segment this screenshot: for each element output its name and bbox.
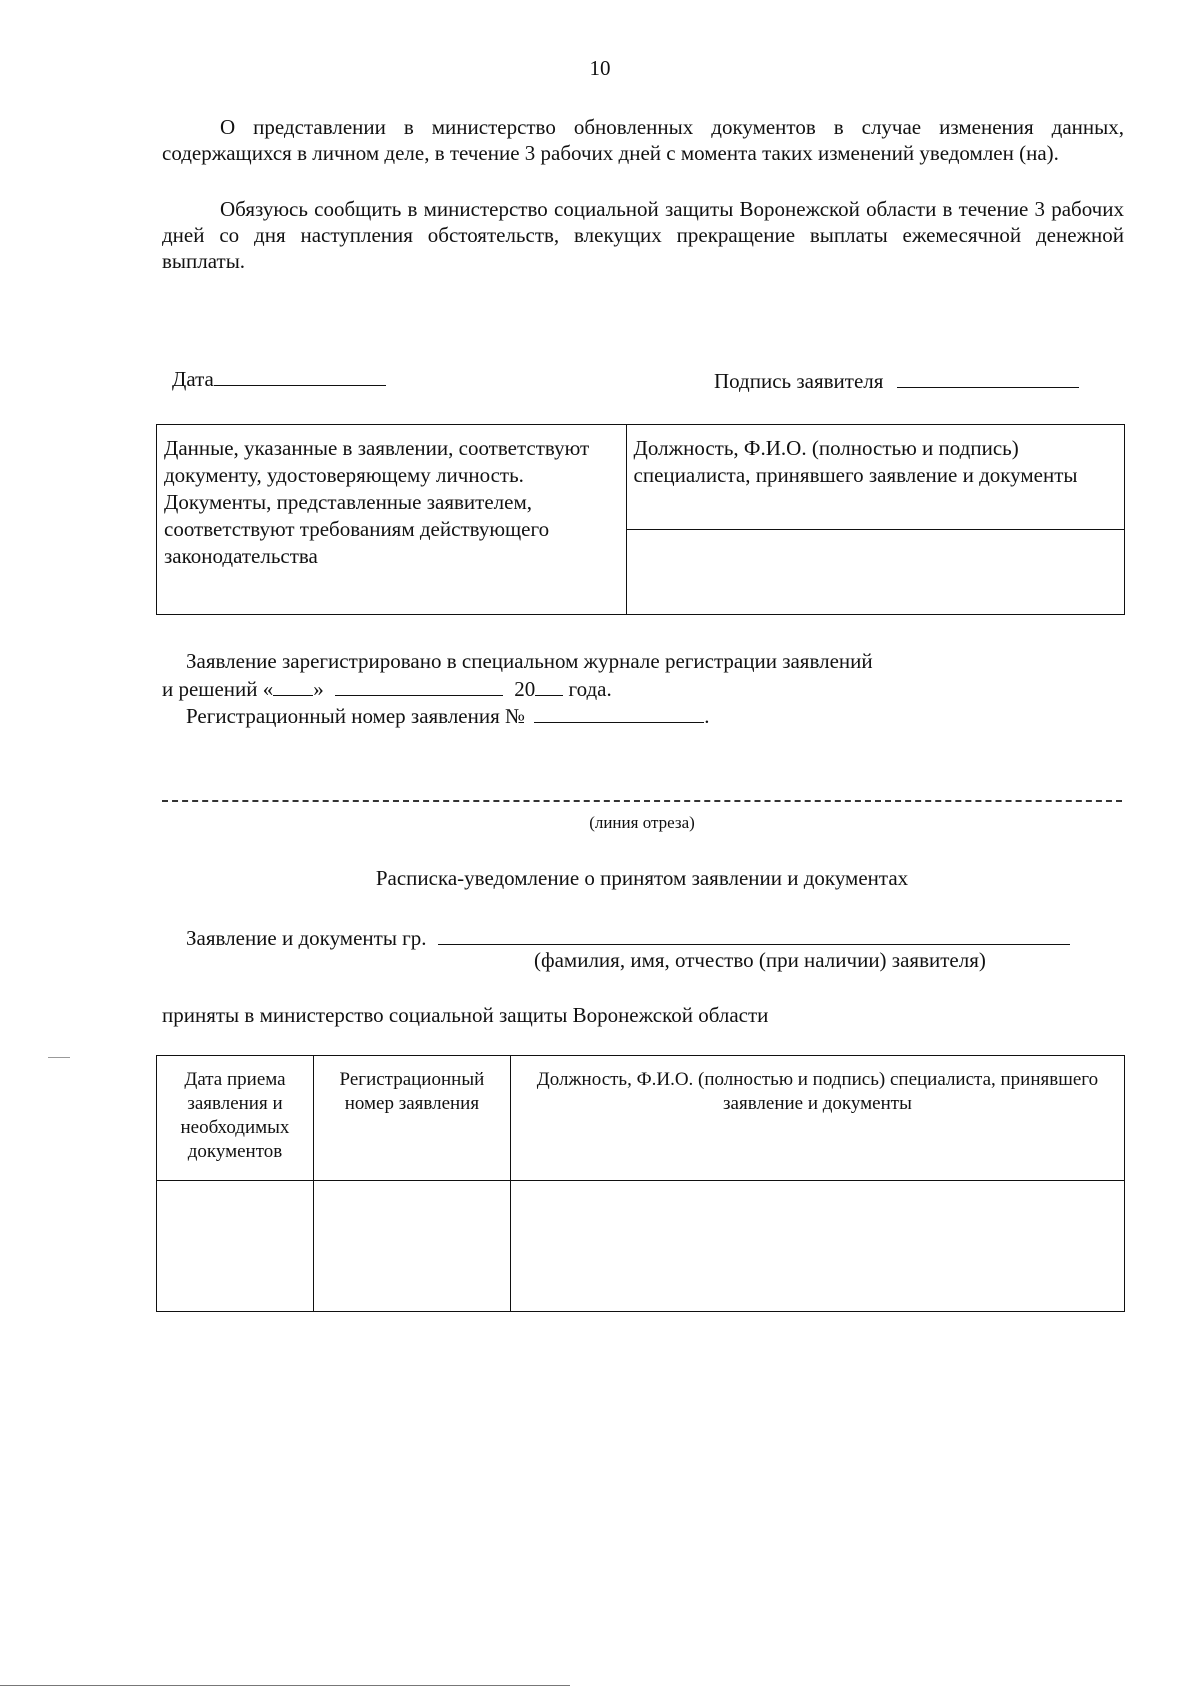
specialist-signature-cell[interactable] — [626, 530, 1124, 615]
margin-mark — [48, 1057, 70, 1058]
verification-table — [156, 424, 1125, 615]
specialist-header: Должность, Ф.И.О. (полностью и подпись) специалиста, принявшего заявление и документы — [626, 425, 1124, 530]
registration-month-blank[interactable] — [335, 675, 503, 696]
cut-line-label: (линия отреза) — [589, 813, 695, 832]
page-number: 10 — [589, 56, 611, 80]
fio-caption: (фамилия, имя, отчество (при наличии) заявителя) — [534, 948, 986, 972]
verification-statement: Данные, указанные в заявлении, соответствуют документу, удостоверяющему личность. Документы, представленные заявителем, соответствуют требованиям действующего законодательства — [157, 425, 627, 615]
receipt-table — [156, 1055, 1125, 1312]
notification-paragraph: О представлении в министерство обновленных документов в случае изменения данных, содержащихся в личном деле, в течение 3 рабочих дней с момента таких изменений уведомлен (на). — [162, 115, 1124, 165]
registration-number-suffix: . — [704, 704, 710, 728]
registration-year-prefix: 20 — [514, 677, 536, 701]
receipt-header-regnum: Регистрационный номер заявления — [313, 1056, 510, 1181]
registration-prefix: и решений « — [162, 677, 274, 701]
quote-close: » — [313, 677, 324, 701]
receipt-cell-specialist[interactable] — [510, 1181, 1124, 1312]
obligation-paragraph: Обязуюсь сообщить в министерство социальной защиты Воронежской области в течение 3 рабочих дней со дня наступления обстоятельств, влекущих прекращение выплаты ежемесячной денежной выплаты. — [162, 197, 1124, 273]
receipt-cell-regnum[interactable] — [313, 1181, 510, 1312]
registration-number-label: Регистрационный номер заявления № — [186, 704, 526, 728]
receipt-header-date: Дата приема заявления и необходимых документов — [157, 1056, 314, 1181]
registration-year-blank[interactable] — [535, 675, 563, 696]
date-blank[interactable] — [214, 365, 386, 386]
receipt-title: Расписка-уведомление о принятом заявлении и документах — [375, 866, 909, 890]
applicant-name-blank[interactable] — [438, 924, 1070, 945]
receipt-cell-date[interactable] — [157, 1181, 314, 1312]
registration-year-suffix: года. — [563, 677, 612, 701]
footer-line — [0, 1685, 570, 1686]
registration-line-3 — [186, 702, 710, 730]
signature-label: Подпись заявителя — [714, 369, 884, 393]
accepted-text: приняты в министерство социальной защиты Воронежской области — [162, 1003, 769, 1027]
cut-line — [162, 800, 1122, 802]
documents-row — [186, 924, 1070, 951]
documents-label: Заявление и документы гр. — [186, 926, 427, 950]
signature-blank[interactable] — [897, 367, 1079, 388]
registration-number-blank[interactable] — [534, 702, 704, 723]
date-label: Дата — [172, 367, 214, 391]
receipt-header-specialist: Должность, Ф.И.О. (полностью и подпись) специалиста, принявшего заявление и документы — [510, 1056, 1124, 1181]
registration-day-blank[interactable] — [273, 675, 313, 696]
date-field — [172, 365, 386, 392]
registration-line-1: Заявление зарегистрировано в специальном журнале регистрации заявлений — [186, 649, 873, 673]
signature-field — [714, 367, 1079, 394]
registration-line-2 — [162, 675, 612, 703]
